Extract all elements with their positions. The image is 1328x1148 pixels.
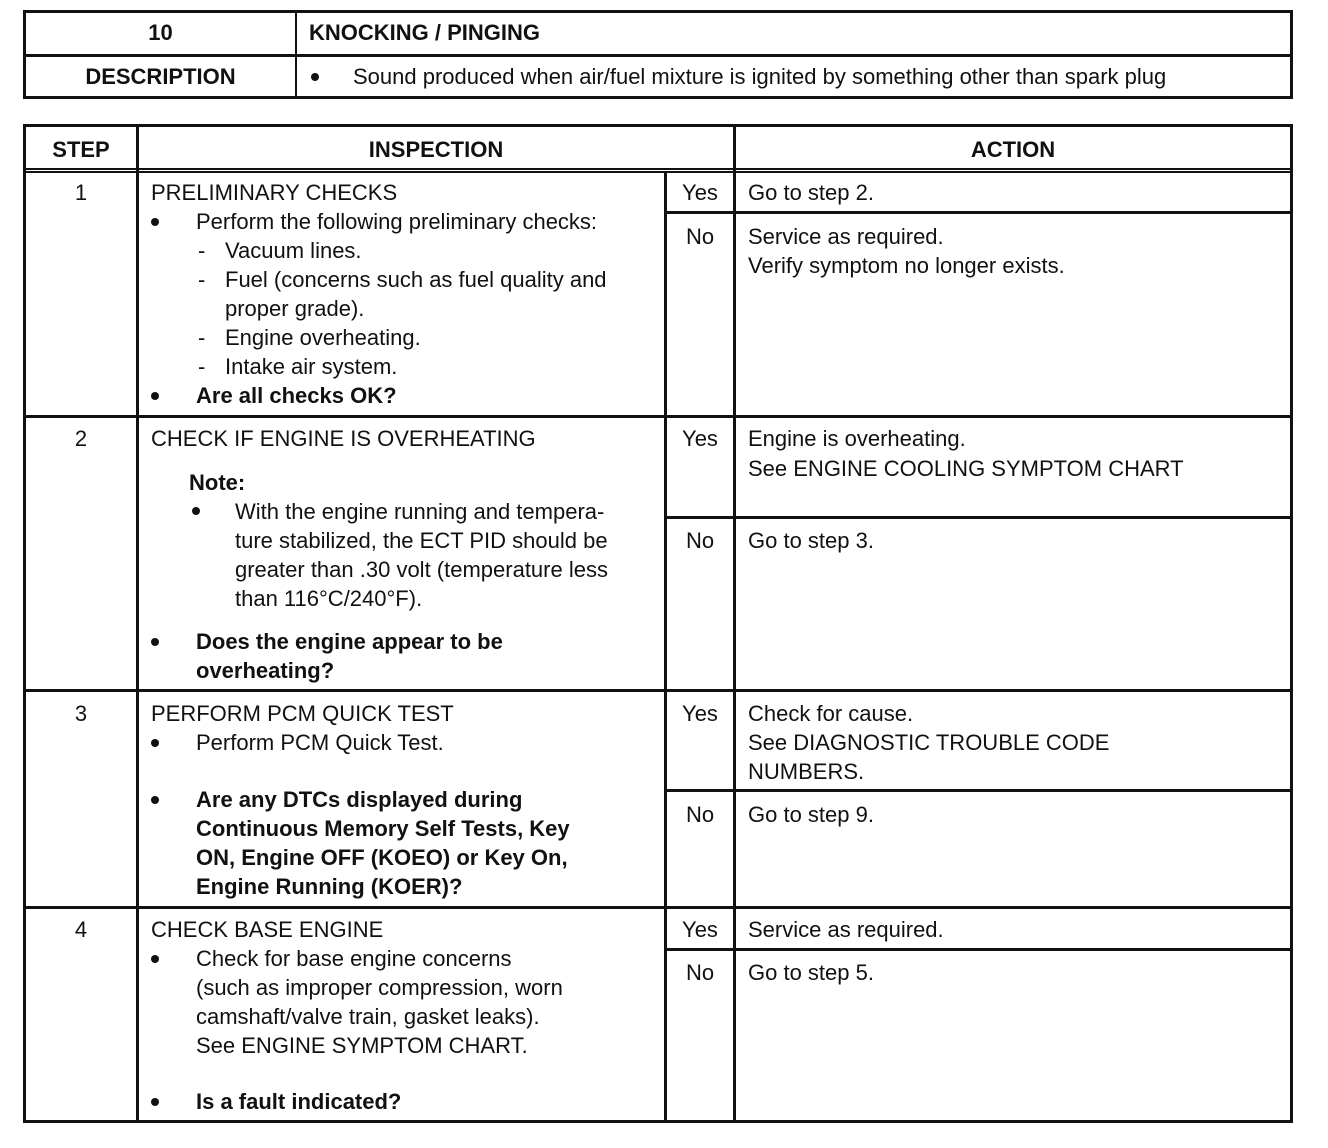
sub-item: Fuel (concerns such as fuel quality and bbox=[225, 267, 607, 292]
bullet-icon bbox=[311, 73, 319, 81]
step-question: Is a fault indicated? bbox=[196, 1089, 402, 1114]
sub-item: Engine overheating. bbox=[225, 325, 421, 350]
sub-item: Vacuum lines. bbox=[225, 238, 362, 263]
yes-action: Engine is overheating. bbox=[748, 426, 966, 451]
step-number: 2 bbox=[74, 426, 88, 451]
step-title: PERFORM PCM QUICK TEST bbox=[151, 701, 454, 726]
step-question: overheating? bbox=[196, 658, 335, 683]
bullet-icon bbox=[151, 955, 159, 963]
bullet-icon bbox=[151, 218, 159, 226]
yes-action: See ENGINE COOLING SYMPTOM CHART bbox=[748, 456, 1184, 481]
dash-icon: - bbox=[198, 325, 206, 350]
col-header-action: ACTION bbox=[970, 137, 1056, 162]
step-question: Are all checks OK? bbox=[196, 383, 397, 408]
note-text: ture stabilized, the ECT PID should be bbox=[235, 528, 608, 553]
note-text: With the engine running and tempera- bbox=[235, 499, 605, 524]
no-action: Go to step 3. bbox=[748, 528, 874, 553]
step-number: 1 bbox=[74, 180, 88, 205]
step-instruction: See ENGINE SYMPTOM CHART. bbox=[196, 1033, 528, 1058]
sub-item: Intake air system. bbox=[225, 354, 398, 379]
step-instruction: Check for base engine concerns bbox=[196, 946, 512, 971]
description-label: DESCRIPTION bbox=[85, 64, 236, 89]
sub-item: proper grade). bbox=[225, 296, 365, 321]
yes-action: NUMBERS. bbox=[748, 759, 865, 784]
step-title: CHECK BASE ENGINE bbox=[151, 917, 384, 942]
step-instruction: (such as improper compression, worn bbox=[196, 975, 563, 1000]
bullet-icon bbox=[151, 392, 159, 400]
step-instruction: Perform the following preliminary checks: bbox=[196, 209, 598, 234]
step-question: Continuous Memory Self Tests, Key bbox=[196, 816, 570, 841]
no-label: No bbox=[685, 802, 715, 827]
bullet-icon bbox=[192, 507, 200, 515]
note-text: greater than .30 volt (temperature less bbox=[235, 557, 608, 582]
bullet-icon bbox=[151, 796, 159, 804]
description-text: Sound produced when air/fuel mixture is ignited by something other than spark plug bbox=[353, 64, 1167, 89]
yes-label: Yes bbox=[682, 701, 718, 726]
bullet-icon bbox=[151, 1098, 159, 1106]
header-title: KNOCKING / PINGING bbox=[309, 20, 541, 45]
no-action: Go to step 9. bbox=[748, 802, 874, 827]
header-number: 10 bbox=[148, 20, 173, 45]
step-number: 4 bbox=[74, 917, 88, 942]
dash-icon: - bbox=[198, 238, 206, 263]
col-header-step: STEP bbox=[52, 137, 110, 162]
step-question: ON, Engine OFF (KOEO) or Key On, bbox=[196, 845, 568, 870]
step-question: Are any DTCs displayed during bbox=[196, 787, 523, 812]
yes-action: Go to step 2. bbox=[748, 180, 874, 205]
step-question: Does the engine appear to be bbox=[196, 629, 503, 654]
dash-icon: - bbox=[198, 267, 206, 292]
bullet-icon bbox=[151, 638, 159, 646]
no-action: Verify symptom no longer exists. bbox=[748, 253, 1065, 278]
no-action: Service as required. bbox=[748, 224, 944, 249]
no-label: No bbox=[685, 960, 715, 985]
yes-label: Yes bbox=[682, 426, 718, 451]
step-question: Engine Running (KOER)? bbox=[196, 874, 463, 899]
no-label: No bbox=[685, 224, 715, 249]
yes-action: See DIAGNOSTIC TROUBLE CODE bbox=[748, 730, 1110, 755]
step-title: CHECK IF ENGINE IS OVERHEATING bbox=[151, 426, 536, 451]
note-text: than 116°C/240°F). bbox=[235, 586, 423, 611]
dash-icon: - bbox=[198, 354, 206, 379]
step-title: PRELIMINARY CHECKS bbox=[151, 180, 398, 205]
step-instruction: camshaft/valve train, gasket leaks). bbox=[196, 1004, 540, 1029]
note-label: Note: bbox=[189, 470, 246, 495]
bullet-icon bbox=[151, 739, 159, 747]
yes-action: Check for cause. bbox=[748, 701, 914, 726]
no-label: No bbox=[685, 528, 715, 553]
yes-action: Service as required. bbox=[748, 917, 944, 942]
yes-label: Yes bbox=[682, 917, 718, 942]
step-number: 3 bbox=[74, 701, 88, 726]
step-instruction: Perform PCM Quick Test. bbox=[196, 730, 444, 755]
yes-label: Yes bbox=[682, 180, 718, 205]
col-header-inspection: INSPECTION bbox=[368, 137, 504, 162]
no-action: Go to step 5. bbox=[748, 960, 874, 985]
